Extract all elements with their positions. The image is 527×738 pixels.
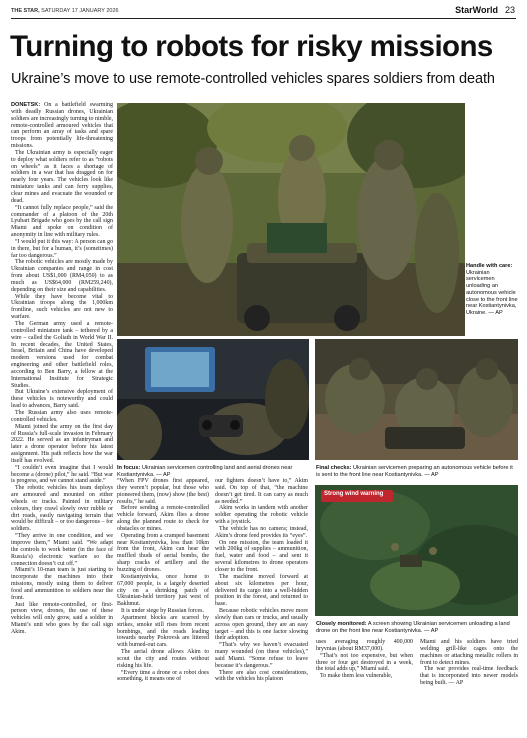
- article-paragraph: The Ukrainian army is especially eager to deploy what soldiers refer to as “robots on wheels” as it faces a shortage of soldiers in a war that has dragged on for nearly four years. The vehicles look like miniature tanks and can ferry supplies, clear mines and evacuate the wounded or dead.: [11, 149, 113, 204]
- photo-drone-screen: [315, 485, 518, 616]
- publication-date: SATURDAY 17 JANUARY 2026: [41, 8, 119, 14]
- article-paragraph: To make them less vulnerable,: [320, 673, 393, 680]
- article-paragraph: “When FPV drones first appeared, they weren’t popular, but those who pioneered them, (now) show (the best) results,” he said.: [117, 478, 209, 505]
- article-paragraph: “I would put it this way: A person can go in there, but for a human, it’s (sometimes) far too dangerous.”: [11, 238, 113, 259]
- article-column-1: [11, 102, 113, 636]
- article-paragraph: “I couldn’t even imagine that I would become a (drone) pilot,” he said. “But war is progress, and we cannot stand aside.”: [11, 464, 113, 485]
- photo-preparing-vehicle: [315, 339, 518, 460]
- article-paragraph: The war provides real-time feedback that is incorporated into newer models being built. — AP: [420, 666, 518, 687]
- article-paragraph: There are also cost considerations, with the vehicles his platoon: [215, 669, 308, 683]
- caption-in-focus: [117, 465, 309, 478]
- photo-soldiers-controlling-drones: [117, 339, 309, 460]
- publication-line: [11, 8, 119, 14]
- caption-text: A screen showing Ukrainian servicemen unloading a land drone on the front line near Kostiantynivka. — AP: [316, 621, 510, 634]
- article-paragraph: The Russian army also uses remote-controlled vehicles.: [11, 409, 113, 423]
- article-paragraph: Before sending a remote-controlled vehicle forward, Akim flies a drone along the planned route to check for obstacles or mines.: [117, 505, 209, 532]
- caption-closely-monitored: [316, 621, 518, 634]
- article-paragraph: Miami’s 10-man team is just starting to incorporate the machines into their missions, mostly using them to deliver food and ammunition to soldiers near the front.: [11, 567, 113, 601]
- caption-text: Ukrainian servicemen controlling land and aerial drones near Kostiantynivka. — AP: [117, 465, 293, 478]
- caption-label: Closely monitored:: [316, 621, 367, 627]
- article-paragraph: But Ukraine’s extensive deployment of these vehicles is noteworthy and could lead to advances, Barry said.: [11, 389, 113, 410]
- article-paragraph: “It cannot fully replace people,” said the commander of a platoon of the 20th Lyubart Brigade who goes by the call sign Miami and spoke on condition of anonymity in line with military rules.: [11, 204, 113, 239]
- section-name: StarWorld: [455, 5, 498, 15]
- article-paragraph: The robotic vehicles are mostly made by Ukrainian companies and range in cost from about US$1,000 (RM4,050) to as much as US$64,000 (RM259,240), depending on their size and capabilities.: [11, 259, 113, 293]
- article-paragraph: our fighters doesn’t have to,” Akim said. On top of that, “the machine doesn’t get tired. It can carry as much as needed.”: [215, 478, 308, 505]
- article-paragraph: “Every time a drone or a robot does something, it means one of: [117, 669, 209, 683]
- article-paragraph: Miami and his soldiers have tried welding grill-like cages onto the machines or attaching metallic rollers in front to detect mines.: [420, 639, 518, 666]
- article-paragraph: The machine moved forward at about six kilometres per hour, delivered its cargo into a well-hidden position in the forest, and returned to base.: [215, 573, 308, 608]
- caption-handle-with-care: [466, 263, 518, 317]
- publication-name: THE STAR,: [11, 8, 40, 14]
- photo-handle-with-care: [117, 103, 465, 336]
- article-paragraph: Just like remote-controlled, or first-person view, drones, the use of these vehicles will only grow, said a soldier in Miami’s unit who goes by the call sign Akim.: [11, 601, 113, 635]
- article-column-2: [117, 478, 209, 683]
- article-paragraph: Operating from a cramped basement near Kostiantynivka, less than 10km from the front, Akim can hear the muffled thuds of aerial bombs, the sharp cracks of artillery and the buzzing of drones.: [117, 532, 209, 573]
- article-paragraph: Because robotic vehicles move more slowly than cars or trucks, and usually across open ground, they are an easy target – and this is one factor slowing their adoption.: [215, 608, 308, 642]
- article-paragraph: “That’s why we haven’t evacuated many wounded (on these vehicles),” said Miami. “Some refuse to leave because it’s dangerous.”: [215, 642, 308, 669]
- section-header: [455, 5, 515, 15]
- caption-label: Handle with care:: [466, 263, 513, 269]
- article-paragraph: DONETSK: On a battlefield swarming with deadly Russian drones, Ukrainian soldiers are increasingly turning to nimble, remote-controlled armoured vehicles that can perform an array of tasks and spare troops from potentially life-threatening missions.: [11, 102, 113, 150]
- article-paragraph: On one mission, the team loaded it with 200kg of supplies – ammunition, fuel, water and food – and sent it several kilometres to drone operators closer to the front.: [215, 539, 308, 573]
- article-paragraph: It is under siege by Russian forces.: [121, 608, 204, 615]
- photo-soldiers-unloading-vehicle: [117, 103, 465, 336]
- article-paragraph: While they have become vital to Ukrainian troops along the 1,000km frontline, such vehicles are not new to warfare.: [11, 293, 113, 321]
- article-paragraph: “That’s not too expensive, but when three or four get destroyed in a week, the total adds up,” Miami said.: [316, 652, 413, 673]
- article-paragraph: “They arrive in one condition, and we improve them,” Miami said. “We adapt the controls to work better (in the face of Russia’s) electronic warfare so the connection doesn’t cut off.”: [11, 533, 113, 567]
- page-number: 23: [504, 5, 515, 15]
- article-column-3: [215, 478, 308, 683]
- article-paragraph: The German army used a remote-controlled miniature tank – tethered by a wire – called the Goliath in World War II. In recent decades, the United States, Israel, Britain and China have developed modern versions used for combat engineering and other battlefield roles, according to Ben Barry, a fellow at the International Institute for Strategic Studies.: [11, 321, 113, 389]
- photo-in-focus: [117, 339, 309, 460]
- caption-final-checks: [316, 465, 518, 478]
- header-rule: [11, 18, 516, 19]
- article-paragraph: Miami joined the army on the first day of Russia’s full-scale invasion in February 2022. He served as an infantryman and later a drone operator before his latest assignment. His path reflects how the war itself has evolved.: [11, 423, 113, 464]
- caption-text: Ukrainian servicemen preparing an autonomous vehicle before it is sent to the front line near Kostiantynivka. — AP: [316, 465, 513, 478]
- photo-final-checks: [315, 339, 518, 460]
- screen-warning-label: Strong wind warning: [324, 491, 384, 497]
- article-paragraph: uses averaging roughly 400,000 hryvnias (about RM37,000).: [316, 639, 413, 652]
- article-paragraph: The vehicle has no camera; instead, Akim’s drone feed provides its “eyes”.: [215, 525, 308, 539]
- photo-closely-monitored: [315, 485, 518, 616]
- caption-label: Final checks:: [316, 465, 352, 471]
- article-paragraph: Apartment blocks are scarred by strikes, smoke still rises from recent bombings, and the roads leading towards nearby Pokrovsk are littered with burned-out cars.: [117, 614, 209, 649]
- headline: Turning to robots for risky missions: [10, 30, 493, 63]
- article-paragraph: The aerial drone allows Akim to scout the city and routes without risking his life.: [117, 649, 209, 669]
- article-paragraph: The robotic vehicles his team deploys are armoured and mounted on either wheels or tracks. Painted in military colours, they crawl slowly over rubble or dirt roads, easily navigating terrain that would be difficult – or too dangerous – for soldiers.: [11, 485, 113, 533]
- article-paragraph: Kostiantynivka, once home to 67,000 people, is a largely deserted city on a shrinking patch of Ukrainian-held territory just west of Bakhmut.: [117, 573, 209, 608]
- dateline: DONETSK:: [11, 102, 41, 108]
- subheadline: Ukraine’s move to use remote-controlled vehicles spares soldiers from death: [11, 71, 495, 87]
- caption-label: In focus:: [117, 465, 141, 471]
- article-paragraph: Akim works in tandem with another soldier operating the robotic vehicle with a joystick.: [215, 505, 308, 526]
- caption-text: Ukrainian servicemen unloading an autonomous vehicle close to the front line near Kostiantynivka, Ukraine. — AP: [466, 269, 518, 316]
- article-column-4: [316, 639, 413, 680]
- article-column-5: [420, 639, 518, 687]
